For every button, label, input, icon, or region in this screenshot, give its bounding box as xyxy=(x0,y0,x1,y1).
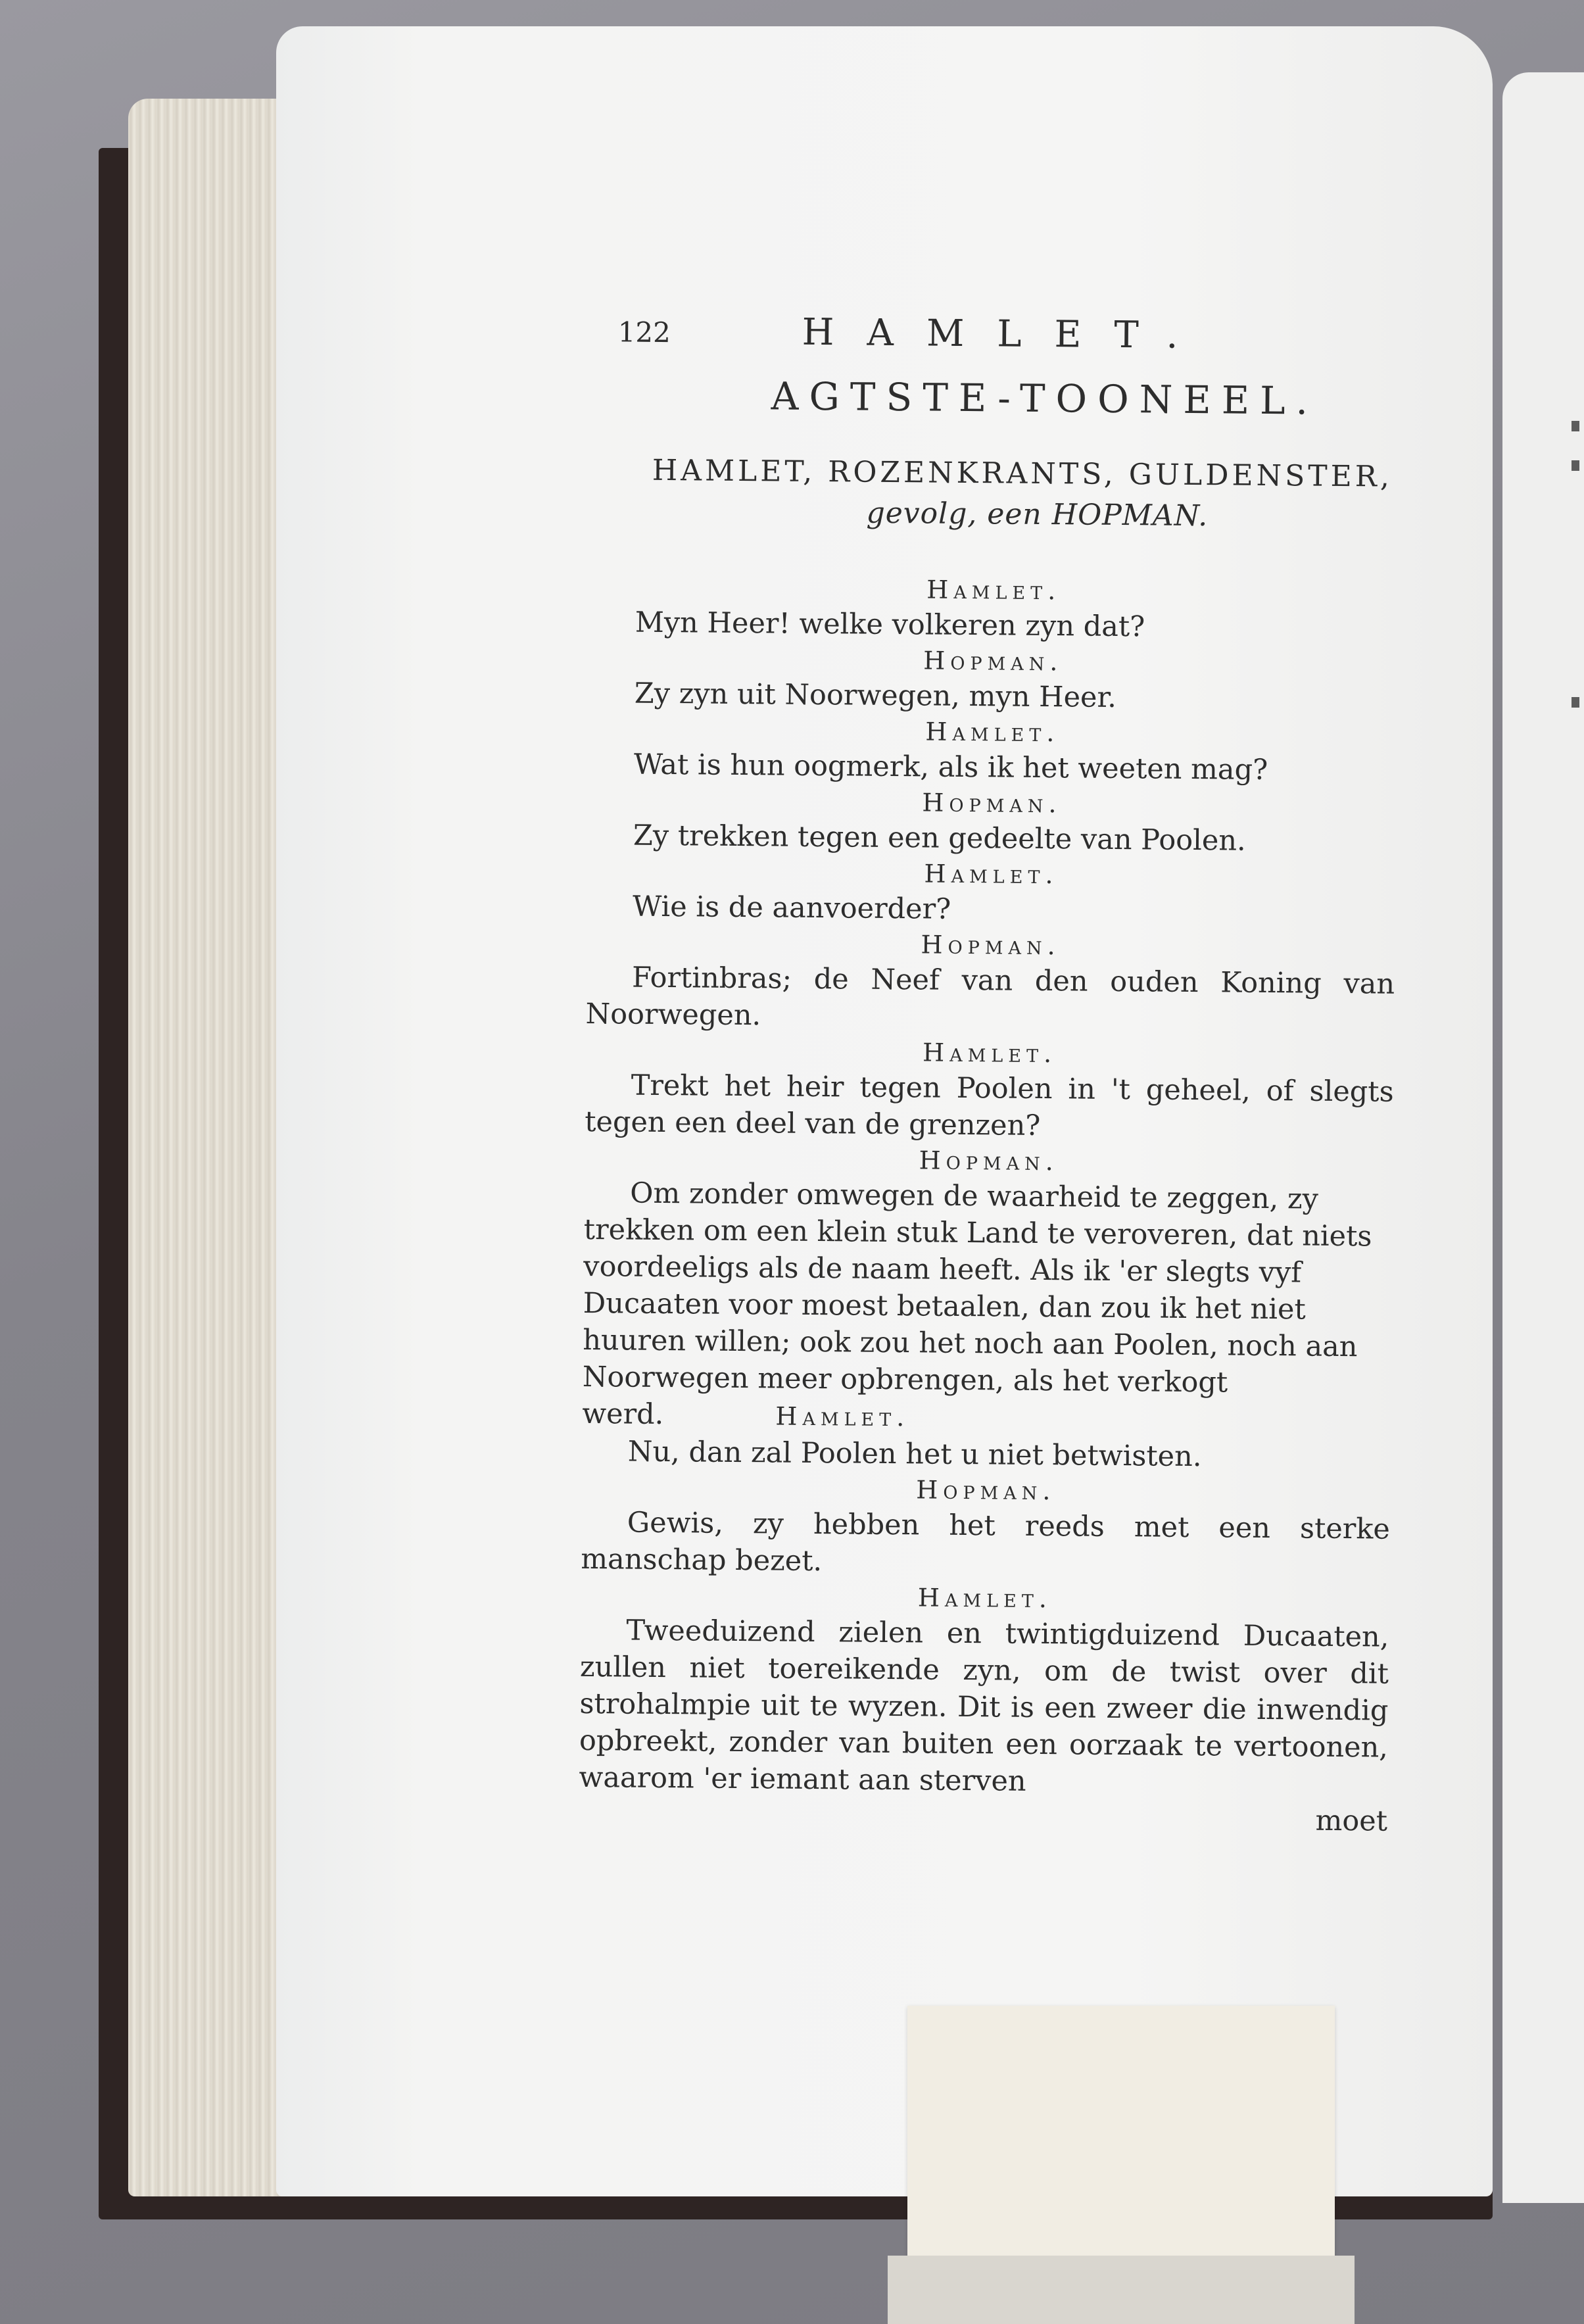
speaker-name: Hopman. xyxy=(919,1146,1059,1176)
speaker-name: Hopman. xyxy=(921,930,1061,961)
speech-text: Tweeduizend zielen en twintigduizend Ducaaten, zullen niet toereikende zyn, om de twist over dit strohalmpie uit te wyzen. Dit is een zweer die inwendig opbreekt, zonder van buiten een oorzaak te vertoonen, waarom 'er iemant aan sterven xyxy=(579,1614,1389,1798)
page-text xyxy=(579,309,1401,1840)
speech-text: Fortinbras; de Neef van den ouden Koning van Noorwegen. xyxy=(585,961,1395,1032)
character-list-line: HAMLET, ROZENKRANTS, GULDENSTER, xyxy=(652,453,1393,494)
speaker-name: Hamlet. xyxy=(922,1038,1057,1069)
scene-heading: AGTSTE-TOONEEL. xyxy=(771,374,1319,424)
character-list xyxy=(590,450,1399,539)
facing-page-mark xyxy=(1572,421,1579,431)
speech-text: Zy zyn uit Noorwegen, myn Heer. xyxy=(634,677,1117,714)
speech-text: Wie is de aanvoerder? xyxy=(632,890,951,926)
speaker-name: Hopman. xyxy=(916,1475,1056,1506)
speech-text: Trekt het heir tegen Poolen in 't geheel, of slegts tegen een deel van de grenzen? xyxy=(584,1069,1394,1143)
speech-text: Myn Heer! welke volkeren zyn dat? xyxy=(635,606,1145,644)
running-title: HAMLET. xyxy=(802,310,1211,358)
speech-text: Wat is hun oogmerk, als ik het weeten mag? xyxy=(633,748,1268,787)
facing-page-mark xyxy=(1572,697,1579,708)
speaker-name: Hamlet. xyxy=(775,1401,910,1432)
facing-page xyxy=(1502,72,1584,2203)
catchword: moet xyxy=(1315,1804,1388,1838)
speaker-name: Hamlet. xyxy=(926,575,1061,606)
library-slip xyxy=(907,2006,1335,2269)
speech-text xyxy=(582,1174,1393,1440)
speech-text-body: Om zonder omwegen de waarheid te zeggen, zy trekken om een klein stuk Land te veroveren, dat niets voordeeligs als de naam heeft. Als ik 'er slegts vyf Ducaaten voor moest betaalen, dan zou ik het niet huuren willen; ook zou het noch aan Poolen, noch aan Noorwegen meer opbrengen, als het verkogt werd. xyxy=(582,1176,1372,1432)
page-number: 122 xyxy=(617,316,671,349)
speech-text: Nu, dan zal Poolen het u niet betwisten. xyxy=(627,1435,1202,1474)
facing-page-mark xyxy=(1572,460,1579,471)
character-list-line: gevolg, een HOPMAN. xyxy=(866,496,1209,533)
dialogue xyxy=(579,569,1399,1840)
speaker-name: Hamlet. xyxy=(917,1583,1053,1614)
speaker-name: Hopman. xyxy=(923,646,1063,677)
speech-text: Zy trekken tegen een gedeelte van Poolen. xyxy=(633,819,1246,858)
speaker-name: Hamlet. xyxy=(924,859,1059,890)
page-header xyxy=(591,309,1401,375)
speaker-name: Hopman. xyxy=(922,788,1062,819)
speech-text: Gewis, zy hebben het reeds met een sterke manschap bezet. xyxy=(581,1506,1391,1578)
speaker-name: Hamlet. xyxy=(925,717,1060,748)
book-stand-strip xyxy=(888,2256,1355,2324)
